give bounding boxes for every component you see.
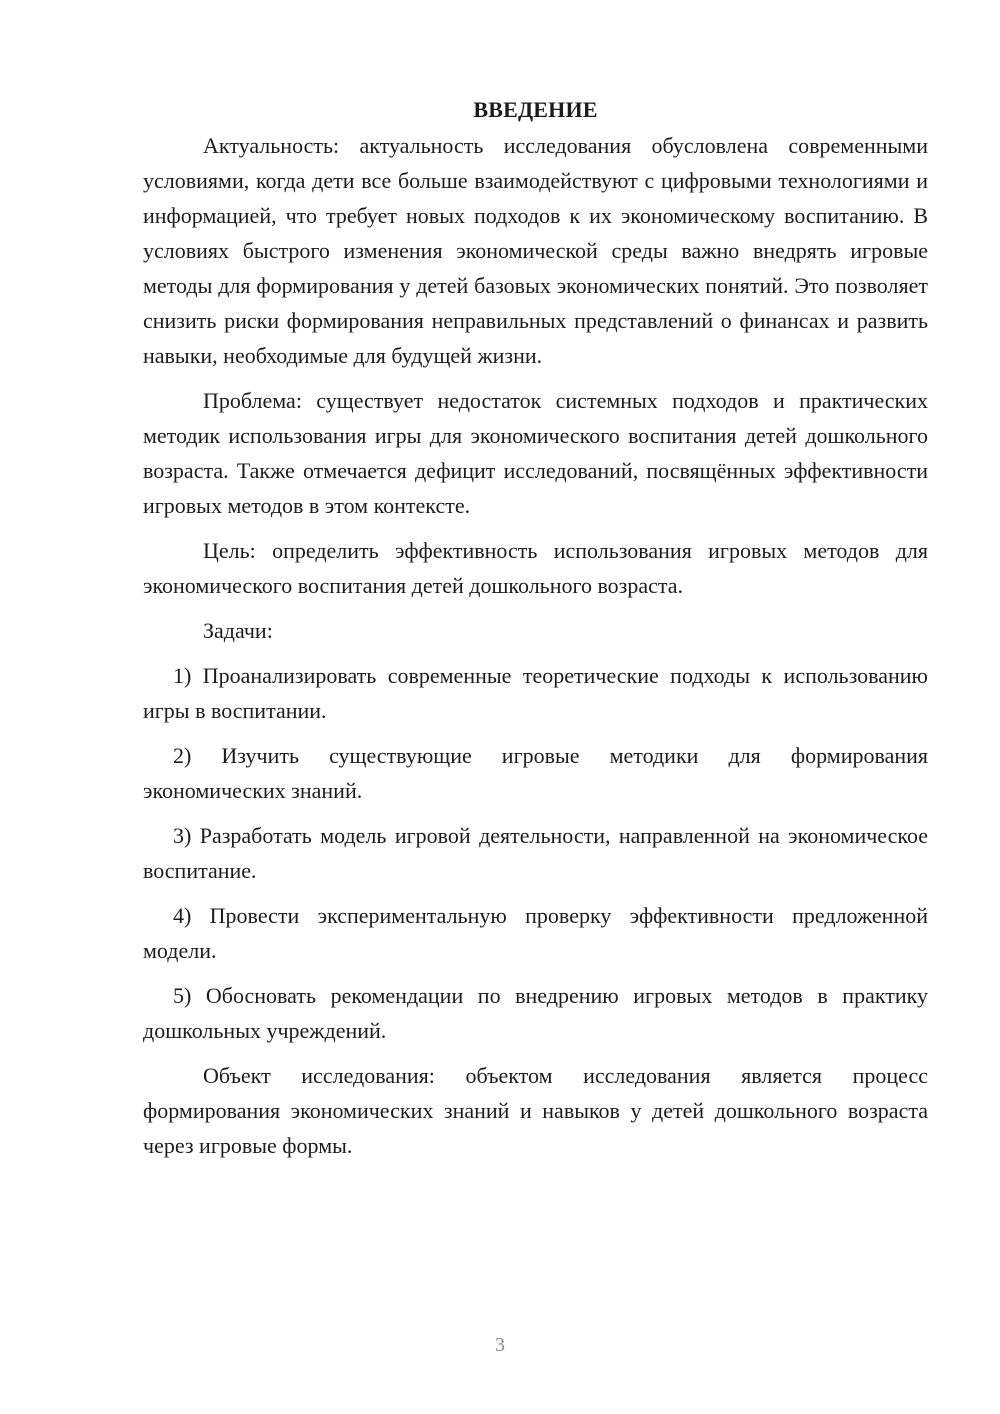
page-title: ВВЕДЕНИЕ bbox=[473, 97, 598, 122]
page-number: 3 bbox=[495, 1334, 505, 1356]
task-item-4: 4) Провести экспериментальную проверку эффективности предложенной модели. bbox=[143, 903, 928, 963]
task-item-5: 5) Обосновать рекомендации по внедрению игровых методов в практику дошкольных учреждений. bbox=[143, 983, 928, 1043]
task-item-3: 3) Разработать модель игровой деятельности, направленной на экономическое воспитание. bbox=[143, 823, 928, 883]
paragraph-problem: Проблема: существует недостаток системных подходов и практических методик использования игры для экономического воспитания детей дошкольного возраста. Также отмечается дефицит исследований, посвящённых эффективности игровых методов в этом контексте. bbox=[143, 388, 928, 518]
paragraph-goal: Цель: определить эффективность использования игровых методов для экономического воспитания детей дошкольного возраста. bbox=[143, 538, 928, 598]
paragraph-relevance: Актуальность: актуальность исследования обусловлена современными условиями, когда дети все больше взаимодействуют с цифровыми технологиями и информацией, что требует новых подходов к их экономическому воспитанию. В условиях быстрого изменения экономической среды важно внедрять игровые методы для формирования у детей базовых экономических понятий. Это позволяет снизить риски формирования неправильных представлений о финансах и развить навыки, необходимые для будущей жизни. bbox=[143, 133, 928, 368]
tasks-label: Задачи: bbox=[203, 618, 273, 643]
task-item-2: 2) Изучить существующие игровые методики для формирования экономических знаний. bbox=[143, 743, 928, 803]
document-page bbox=[143, 92, 928, 1163]
task-item-1: 1) Проанализировать современные теоретические подходы к использованию игры в воспитании. bbox=[143, 663, 928, 723]
paragraph-object: Объект исследования: объектом исследования является процесс формирования экономических знаний и навыков у детей дошкольного возраста через игровые формы. bbox=[143, 1063, 928, 1158]
